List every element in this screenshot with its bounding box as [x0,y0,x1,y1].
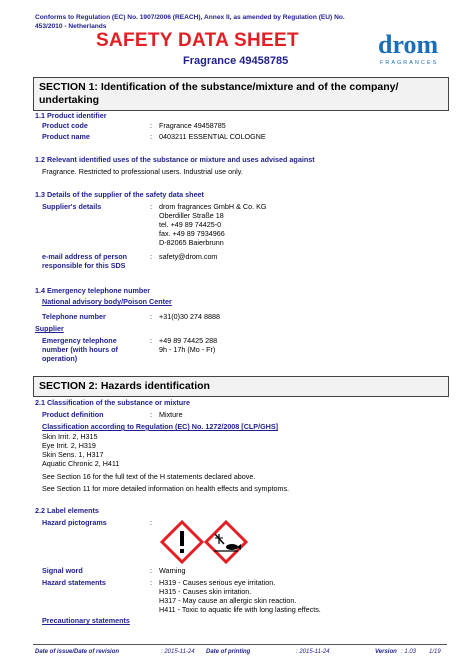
hazard-statements-list [159,578,321,614]
version-label: Version [375,649,397,655]
emergency-label-line: operation) [42,354,78,363]
classification-item: Eye Irrit. 2, H319 [42,441,96,450]
section-11-note: See Section 11 for more detailed information on health effects and symptoms. [42,484,290,493]
hazard-statement: H317 - May cause an allergic skin reaction. [159,596,297,605]
document-title: SAFETY DATA SHEET [96,30,299,51]
colon: : [150,578,152,587]
product-name-value: 0403211 ESSENTIAL COLOGNE [159,132,266,141]
drom-logo [378,30,458,70]
section-2-title: SECTION 2: Hazards identification [39,380,210,392]
emergency-label-line: Emergency telephone [42,336,117,345]
email-label-line: responsible for this SDS [42,261,126,270]
colon: : [150,566,152,575]
emergency-label-line: number (with hours of [42,345,118,354]
emergency-telephone-label [42,336,118,363]
page-number: 1/19 [429,649,441,655]
identified-uses: Fragrance. Restricted to professional users. Industrial use only. [42,167,243,176]
logo-subtext: FRAGRANCES [380,60,439,66]
colon: : [150,132,152,141]
section-2-header [33,376,449,397]
signal-word-value: Warning [159,566,186,575]
colon: : [150,518,152,527]
section-16-note: See Section 16 for the full text of the H statements declared above. [42,472,256,481]
product-name-label: Product name [42,132,90,141]
email-label-line: e-mail address of person [42,252,128,261]
colon: : [150,252,152,261]
product-code-label: Product code [42,121,88,130]
classification-title: Classification according to Regulation (EC) No. 1272/2008 [CLP/GHS] [42,422,279,431]
telephone-label: Telephone number [42,312,106,321]
signal-word-label: Signal word [42,566,83,575]
environment-hazard-icon [204,520,248,564]
colon: : [150,410,152,419]
classification-item: Skin Sens. 1, H317 [42,450,104,459]
product-definition-label: Product definition [42,410,104,419]
supplier-details-label: Supplier's details [42,202,102,211]
email-label [42,252,127,270]
classification-item: Skin Irrit. 2, H315 [42,432,98,441]
supplier-address [159,202,266,247]
conformity-note: Conforms to Regulation (EC) No. 1907/2006 (REACH), Annex II, as amended by Regulation (EU) No. 453/2010 - Netherlands [35,14,345,30]
emergency-telephone-value [159,336,217,354]
issue-date-label: Date of issue/Date of revision [35,649,120,655]
issue-date-value: : 2015-11-24 [161,649,195,655]
section-1-2-title: 1.2 Relevant identified uses of the substance or mixture and uses advised against [35,155,315,164]
hazard-statement: H411 - Toxic to aquatic life with long lasting effects. [159,605,321,614]
hazard-statements-label: Hazard statements [42,578,106,587]
emergency-line: +49 89 74425 288 [159,336,218,345]
section-2-2-title: 2.2 Label elements [35,506,99,515]
telephone-value: +31(0)30 274 8888 [159,312,220,321]
hazard-statement: H319 - Causes serious eye irritation. [159,578,276,587]
colon: : [150,312,152,321]
exclamation-mark-icon [160,520,204,564]
hazard-pictograms-label: Hazard pictograms [42,518,107,527]
supplier-line: tel. +49 89 74425-0 [159,220,222,229]
colon: : [150,121,152,130]
section-1-1-title: 1.1 Product identifier [35,111,107,120]
supplier-line: fax. +49 89 7934966 [159,229,225,238]
printing-date-value: : 2015-11-24 [296,649,330,655]
colon: : [150,202,152,211]
section-2-1-title: 2.1 Classification of the substance or mixture [35,398,190,407]
advisory-body-title: National advisory body/Poison Center [42,297,172,306]
supplier-subtitle: Supplier [35,324,64,333]
footer [33,644,447,662]
document-subtitle: Fragrance 49458785 [183,55,289,67]
section-1-header [33,77,449,111]
logo-text: drom [378,30,439,59]
product-code-value: Fragrance 49458785 [159,121,226,130]
version-value: : 1.03 [401,649,417,655]
section-1-4-title: 1.4 Emergency telephone number [35,286,151,295]
classification-list [42,432,119,468]
colon: : [150,336,152,345]
product-definition-value: Mixture [159,410,183,419]
classification-item: Aquatic Chronic 2, H411 [42,459,120,468]
section-1-3-title: 1.3 Details of the supplier of the safety data sheet [35,190,204,199]
supplier-line: D-82065 Baierbrunn [159,238,224,247]
email-value[interactable]: safety@drom.com [159,252,218,261]
section-1-title: SECTION 1: Identification of the substance/mixture and of the company/ undertaking [39,81,399,106]
supplier-line: Oberdiller Straße 18 [159,211,224,220]
hazard-statement: H315 - Causes skin irritation. [159,587,252,596]
precautionary-statements-label: Precautionary statements [42,616,130,625]
printing-date-label: Date of printing [206,649,251,655]
emergency-line: 9h - 17h (Mo - Fr) [159,345,216,354]
supplier-line: drom fragrances GmbH & Co. KG [159,202,267,211]
